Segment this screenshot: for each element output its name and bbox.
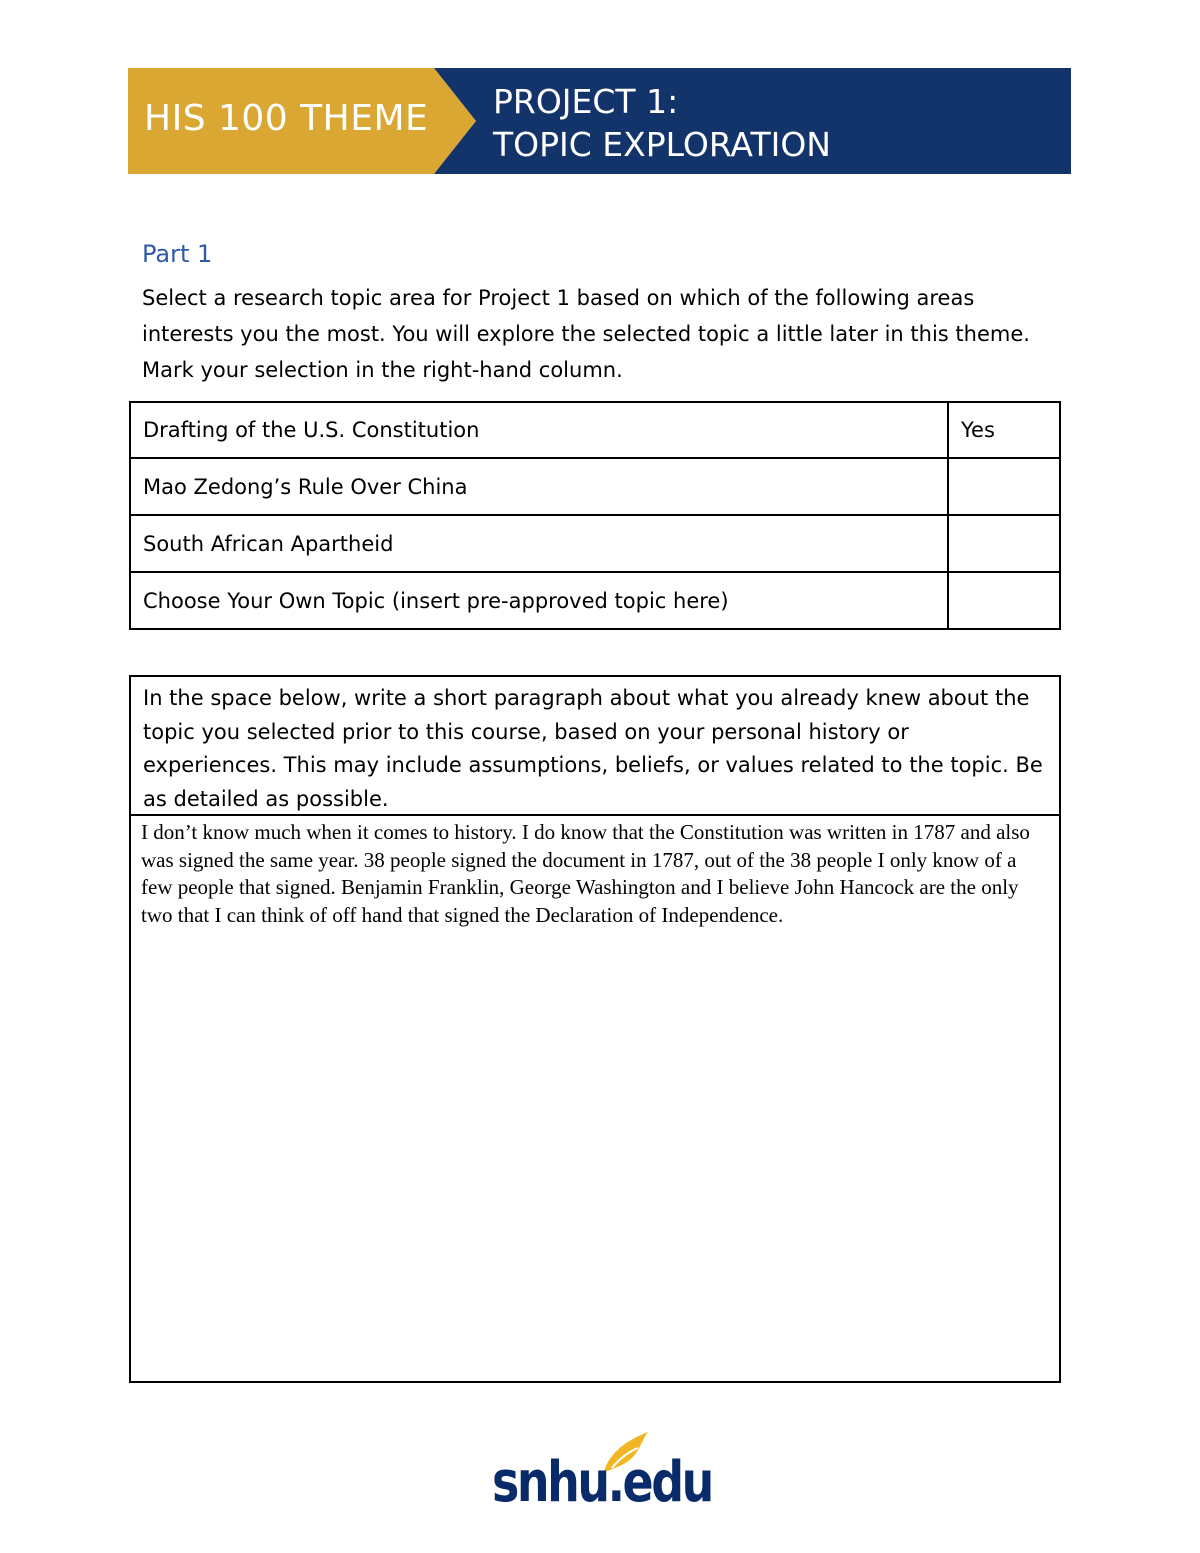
snhu-logo — [490, 1428, 712, 1518]
header-banner — [128, 68, 1071, 174]
project-title-line1: PROJECT 1: — [493, 82, 679, 121]
topic-label: Mao Zedong’s Rule Over China — [130, 458, 948, 515]
theme-title: HIS 100 THEME — [144, 98, 429, 139]
topic-table — [129, 401, 1061, 630]
reflection-prompt: In the space below, write a short paragraph about what you already knew about the topic you selected prior to this course, based on your personal history or experiences. This may include assumptions, beliefs, or values related to the topic. Be as detailed as possible. — [131, 677, 1059, 816]
logo-text: snhu.edu — [492, 1450, 712, 1515]
topic-label: Choose Your Own Topic (insert pre-approved topic here) — [130, 572, 948, 629]
topic-label: Drafting of the U.S. Constitution — [130, 402, 948, 458]
reflection-answer[interactable]: I don’t know much when it comes to history. I do know that the Constitution was written in 1787 and also was signed the same year. 38 people signed the document in 1787, out of the 38 people I only know of a few people that signed. Benjamin Franklin, George Washington and I believe John Hancock are the only two that I can think of off hand that signed the Declaration of Independence. — [141, 820, 1030, 927]
table-row — [130, 572, 1060, 629]
project-title — [493, 80, 831, 166]
selection-cell[interactable] — [948, 572, 1060, 629]
table-row — [130, 458, 1060, 515]
selection-cell[interactable] — [948, 458, 1060, 515]
project-title-line2: TOPIC EXPLORATION — [493, 125, 831, 164]
table-row — [130, 402, 1060, 458]
reflection-box — [129, 675, 1061, 1383]
topic-label: South African Apartheid — [130, 515, 948, 572]
part-heading: Part 1 — [142, 240, 213, 268]
table-row — [130, 515, 1060, 572]
selection-cell[interactable]: Yes — [948, 402, 1060, 458]
selection-cell[interactable] — [948, 515, 1060, 572]
instructions: Select a research topic area for Project 1 based on which of the following areas interests you the most. You will explore the selected topic a little later in this theme. Mark your selection in the right-hand column. — [142, 286, 1030, 382]
